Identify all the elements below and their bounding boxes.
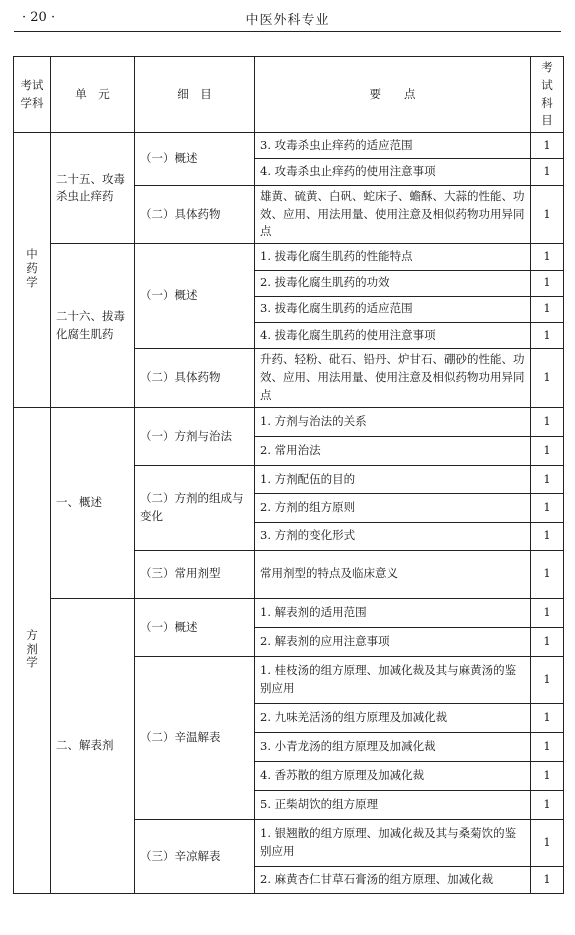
point-cell: 1. 方剂与治法的关系 — [255, 407, 531, 436]
point-cell: 3. 方剂的变化形式 — [255, 522, 531, 550]
detail-cell: （一）概述 — [135, 598, 255, 656]
detail-cell: （二）辛温解表 — [135, 657, 255, 820]
syllabus-body — [14, 133, 564, 894]
point-cell: 1. 拔毒化腐生肌药的性能特点 — [255, 244, 531, 270]
level-cell: 1 — [531, 703, 564, 732]
point-cell: 2. 九味羌活汤的组方原理及加减化裁 — [255, 703, 531, 732]
detail-cell: （二）具体药物 — [135, 349, 255, 408]
level-cell: 1 — [531, 436, 564, 465]
level-cell: 1 — [531, 732, 564, 761]
level-cell: 1 — [531, 598, 564, 627]
point-cell: 1. 银翘散的组方原理、加减化裁及其与桑菊饮的鉴别应用 — [255, 820, 531, 866]
level-cell: 1 — [531, 159, 564, 185]
level-cell: 1 — [531, 820, 564, 866]
point-cell: 2. 拔毒化腐生肌药的功效 — [255, 270, 531, 296]
point-cell: 5. 正柴胡饮的组方原理 — [255, 791, 531, 820]
level-cell: 1 — [531, 270, 564, 296]
subject-cell — [14, 407, 51, 893]
col-header-points: 要 点 — [255, 57, 531, 133]
page-number: · 20 · — [22, 10, 56, 25]
level-cell: 1 — [531, 657, 564, 703]
unit-cell: 二、解表剂 — [51, 598, 135, 893]
level-cell: 1 — [531, 296, 564, 322]
unit-cell: 二十六、拔毒化腐生肌药 — [51, 244, 135, 407]
level-cell: 1 — [531, 349, 564, 408]
syllabus-table — [13, 56, 564, 894]
col-header-level: 考试科目 — [531, 57, 564, 133]
point-cell: 1. 解表剂的适用范围 — [255, 598, 531, 627]
table-row — [14, 407, 564, 436]
table-row — [14, 133, 564, 159]
point-cell: 1. 方剂配伍的目的 — [255, 466, 531, 494]
subject-cell — [14, 133, 51, 408]
detail-cell: （二）具体药物 — [135, 185, 255, 244]
table-row — [14, 244, 564, 270]
page-header — [14, 0, 561, 32]
level-cell: 1 — [531, 628, 564, 657]
level-cell: 1 — [531, 185, 564, 244]
header-rule — [14, 31, 561, 32]
col-header-subject: 考试学科 — [14, 57, 51, 133]
point-cell: 3. 拔毒化腐生肌药的适应范围 — [255, 296, 531, 322]
page-title: 中医外科专业 — [245, 13, 330, 28]
level-cell: 1 — [531, 522, 564, 550]
col-header-detail: 细 目 — [135, 57, 255, 133]
header-row — [14, 57, 564, 133]
point-cell: 3. 小青龙汤的组方原理及加减化裁 — [255, 732, 531, 761]
level-cell: 1 — [531, 866, 564, 893]
unit-cell: 一、概述 — [51, 407, 135, 598]
level-cell: 1 — [531, 466, 564, 494]
level-cell: 1 — [531, 791, 564, 820]
col-header-unit: 单 元 — [51, 57, 135, 133]
point-cell: 常用剂型的特点及临床意义 — [255, 550, 531, 598]
table-row — [14, 598, 564, 627]
point-cell: 3. 攻毒杀虫止痒药的适应范围 — [255, 133, 531, 159]
point-cell: 2. 麻黄杏仁甘草石膏汤的组方原理、加减化裁 — [255, 866, 531, 893]
level-cell: 1 — [531, 133, 564, 159]
point-cell: 2. 常用治法 — [255, 436, 531, 465]
level-cell: 1 — [531, 322, 564, 348]
level-cell: 1 — [531, 494, 564, 522]
point-cell: 1. 桂枝汤的组方原理、加减化裁及其与麻黄汤的鉴别应用 — [255, 657, 531, 703]
detail-cell: （一）方剂与治法 — [135, 407, 255, 465]
level-cell: 1 — [531, 244, 564, 270]
point-cell: 2. 解表剂的应用注意事项 — [255, 628, 531, 657]
detail-cell: （一）概述 — [135, 133, 255, 185]
detail-cell: （三）常用剂型 — [135, 550, 255, 598]
detail-cell: （三）辛凉解表 — [135, 820, 255, 894]
level-cell: 1 — [531, 550, 564, 598]
point-cell: 4. 攻毒杀虫止痒药的使用注意事项 — [255, 159, 531, 185]
point-cell: 升药、轻粉、砒石、铅丹、炉甘石、硼砂的性能、功效、应用、用法用量、使用注意及相似药物功用异同点 — [255, 349, 531, 408]
level-cell: 1 — [531, 761, 564, 790]
detail-cell: （一）概述 — [135, 244, 255, 349]
subject-label: 中药学 — [26, 247, 38, 289]
detail-cell: （二）方剂的组成与变化 — [135, 466, 255, 551]
point-cell: 4. 拔毒化腐生肌药的使用注意事项 — [255, 322, 531, 348]
subject-label: 方剂学 — [26, 627, 38, 670]
unit-cell: 二十五、攻毒杀虫止痒药 — [51, 133, 135, 244]
point-cell: 雄黄、硫黄、白矾、蛇床子、蟾酥、大蒜的性能、功效、应用、用法用量、使用注意及相似药物功用异同点 — [255, 185, 531, 244]
point-cell: 4. 香苏散的组方原理及加减化裁 — [255, 761, 531, 790]
point-cell: 2. 方剂的组方原则 — [255, 494, 531, 522]
level-cell: 1 — [531, 407, 564, 436]
